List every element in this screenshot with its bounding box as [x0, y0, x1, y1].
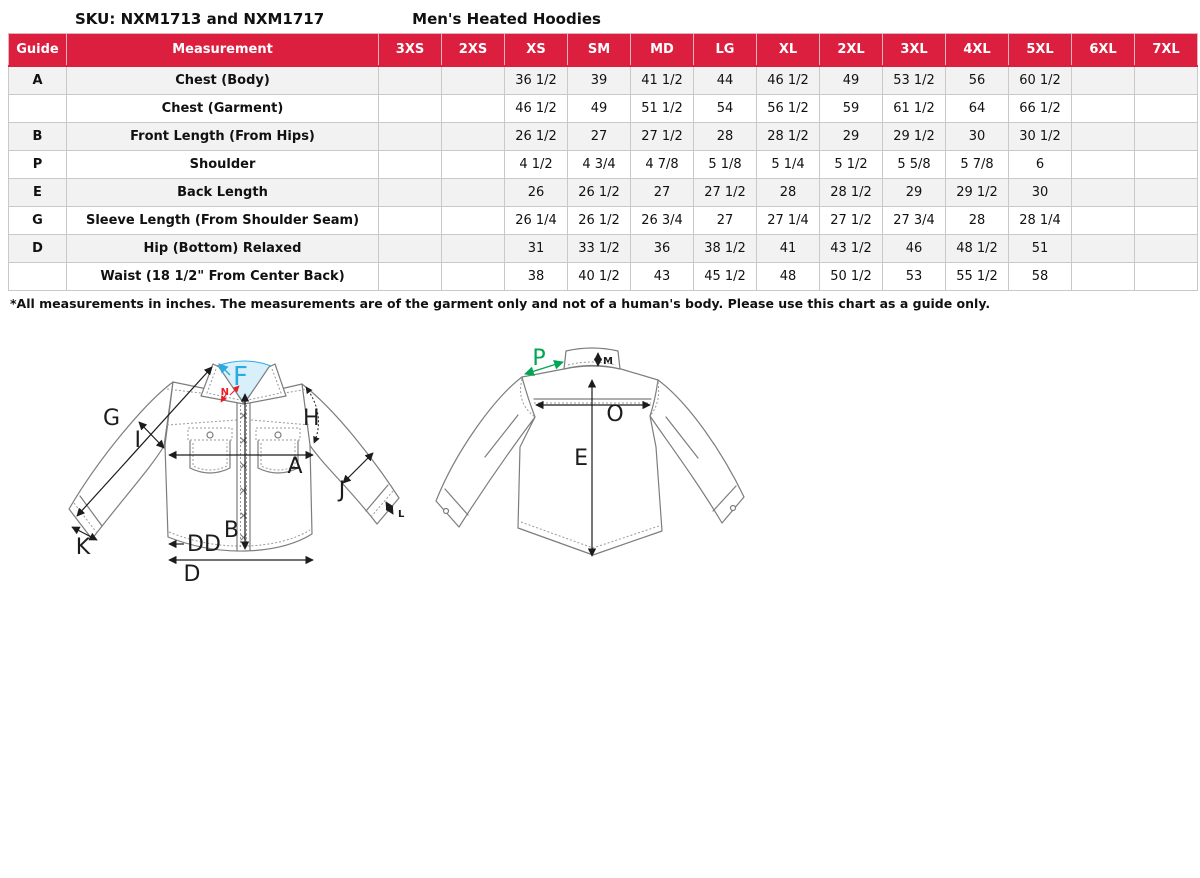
front-right-sleeve [302, 384, 399, 524]
size-value-cell: 40 1/2 [568, 263, 631, 291]
table-row [9, 66, 1198, 95]
guide-cell: B [9, 123, 67, 151]
size-value-cell [1135, 263, 1198, 291]
size-value-cell: 30 [946, 123, 1009, 151]
size-value-cell: 28 [946, 207, 1009, 235]
size-value-cell: 41 [757, 235, 820, 263]
guide-cell [9, 263, 67, 291]
size-value-cell: 60 1/2 [1009, 66, 1072, 95]
size-chart-table [8, 33, 1198, 291]
size-value-cell [1072, 95, 1135, 123]
size-value-cell: 29 [820, 123, 883, 151]
size-value-cell: 58 [1009, 263, 1072, 291]
guide-cell [9, 95, 67, 123]
size-value-cell [442, 179, 505, 207]
label-e: E [574, 446, 588, 471]
size-value-cell [442, 207, 505, 235]
size-value-cell [442, 263, 505, 291]
size-value-cell [379, 179, 442, 207]
size-value-cell: 27 3/4 [883, 207, 946, 235]
size-value-cell [1072, 66, 1135, 95]
measurement-cell: Shoulder [67, 151, 379, 179]
label-a: A [287, 454, 303, 479]
label-j: J [338, 478, 346, 503]
size-value-cell: 4 1/2 [505, 151, 568, 179]
column-header-xl: XL [757, 34, 820, 67]
table-row [9, 235, 1198, 263]
size-value-cell [1135, 66, 1198, 95]
back-view-shirt [436, 346, 744, 556]
table-row [9, 95, 1198, 123]
size-value-cell [379, 123, 442, 151]
size-value-cell: 66 1/2 [1009, 95, 1072, 123]
column-header-3xs: 3XS [379, 34, 442, 67]
size-value-cell: 5 1/2 [820, 151, 883, 179]
label-n: N [220, 387, 229, 398]
size-value-cell: 53 1/2 [883, 66, 946, 95]
size-value-cell: 26 1/2 [505, 123, 568, 151]
size-value-cell: 26 1/4 [505, 207, 568, 235]
column-header-lg: LG [694, 34, 757, 67]
label-h: H [303, 406, 320, 431]
column-header-guide: Guide [9, 34, 67, 67]
guide-cell: E [9, 179, 67, 207]
column-header-6xl: 6XL [1072, 34, 1135, 67]
size-value-cell [1072, 207, 1135, 235]
size-value-cell: 36 [631, 235, 694, 263]
size-value-cell: 30 [1009, 179, 1072, 207]
size-value-cell: 5 7/8 [946, 151, 1009, 179]
size-value-cell: 54 [694, 95, 757, 123]
measurement-cell: Chest (Body) [67, 66, 379, 95]
size-value-cell [379, 66, 442, 95]
table-row [9, 123, 1198, 151]
label-m: M [603, 356, 613, 367]
page-header [0, 0, 1200, 33]
size-value-cell: 46 1/2 [505, 95, 568, 123]
size-value-cell: 29 [883, 179, 946, 207]
size-value-cell: 59 [820, 95, 883, 123]
product-title: Men's Heated Hoodies [412, 10, 601, 28]
size-value-cell: 28 [694, 123, 757, 151]
measurement-cell: Front Length (From Hips) [67, 123, 379, 151]
size-value-cell [442, 123, 505, 151]
column-header-sm: SM [568, 34, 631, 67]
column-header-3xl: 3XL [883, 34, 946, 67]
size-value-cell: 27 1/2 [694, 179, 757, 207]
size-value-cell [1072, 263, 1135, 291]
size-value-cell [1072, 123, 1135, 151]
guide-cell: P [9, 151, 67, 179]
back-left-cuff-button [444, 509, 449, 514]
measurement-cell: Sleeve Length (From Shoulder Seam) [67, 207, 379, 235]
size-value-cell: 5 1/4 [757, 151, 820, 179]
column-header-4xl: 4XL [946, 34, 1009, 67]
size-value-cell: 53 [883, 263, 946, 291]
column-header-md: MD [631, 34, 694, 67]
table-body [9, 66, 1198, 291]
label-dd: DD [187, 532, 221, 557]
size-value-cell: 56 [946, 66, 1009, 95]
size-value-cell: 30 1/2 [1009, 123, 1072, 151]
right-pocket-button [275, 432, 281, 438]
sku-label: SKU: NXM1713 and NXM1717 [75, 10, 325, 28]
size-value-cell: 64 [946, 95, 1009, 123]
size-value-cell: 51 [1009, 235, 1072, 263]
table-row [9, 207, 1198, 235]
size-value-cell: 5 1/8 [694, 151, 757, 179]
label-i: I [134, 428, 141, 453]
label-b: B [223, 518, 239, 543]
size-value-cell: 41 1/2 [631, 66, 694, 95]
size-value-cell: 48 1/2 [946, 235, 1009, 263]
size-value-cell: 27 1/4 [757, 207, 820, 235]
footnote: *All measurements in inches. The measurements are of the garment only and not of a human's body. Please use this chart as a guide only. [10, 296, 991, 311]
guide-cell: D [9, 235, 67, 263]
size-value-cell: 27 [631, 179, 694, 207]
size-value-cell: 26 3/4 [631, 207, 694, 235]
size-value-cell: 27 1/2 [631, 123, 694, 151]
size-value-cell: 48 [757, 263, 820, 291]
label-o: O [606, 402, 624, 427]
measurement-cell: Chest (Garment) [67, 95, 379, 123]
size-value-cell: 27 [694, 207, 757, 235]
size-value-cell: 5 5/8 [883, 151, 946, 179]
size-value-cell [1135, 123, 1198, 151]
size-value-cell [442, 66, 505, 95]
size-value-cell: 44 [694, 66, 757, 95]
size-value-cell: 49 [820, 66, 883, 95]
size-value-cell: 6 [1009, 151, 1072, 179]
size-value-cell: 27 [568, 123, 631, 151]
size-value-cell: 27 1/2 [820, 207, 883, 235]
size-value-cell: 38 1/2 [694, 235, 757, 263]
size-value-cell: 4 7/8 [631, 151, 694, 179]
size-value-cell: 43 1/2 [820, 235, 883, 263]
back-right-sleeve [650, 380, 744, 523]
size-value-cell: 50 1/2 [820, 263, 883, 291]
back-torso [518, 366, 662, 555]
size-value-cell [379, 207, 442, 235]
size-value-cell [1135, 207, 1198, 235]
size-value-cell: 38 [505, 263, 568, 291]
size-value-cell: 46 1/2 [757, 66, 820, 95]
size-value-cell: 61 1/2 [883, 95, 946, 123]
size-value-cell: 55 1/2 [946, 263, 1009, 291]
size-value-cell [1072, 179, 1135, 207]
size-value-cell [379, 263, 442, 291]
size-value-cell [379, 235, 442, 263]
front-view-shirt [69, 361, 405, 587]
table-row [9, 179, 1198, 207]
table-row [9, 263, 1198, 291]
table-header-row [9, 34, 1198, 67]
size-value-cell [1135, 151, 1198, 179]
column-header-2xs: 2XS [442, 34, 505, 67]
column-header-5xl: 5XL [1009, 34, 1072, 67]
size-value-cell [1135, 235, 1198, 263]
measurement-cell: Back Length [67, 179, 379, 207]
size-value-cell: 4 3/4 [568, 151, 631, 179]
size-value-cell: 33 1/2 [568, 235, 631, 263]
size-value-cell [1072, 235, 1135, 263]
size-value-cell: 28 [757, 179, 820, 207]
size-value-cell [379, 151, 442, 179]
guide-cell: G [9, 207, 67, 235]
measurement-cell: Waist (18 1/2" From Center Back) [67, 263, 379, 291]
size-value-cell [442, 95, 505, 123]
size-value-cell [379, 95, 442, 123]
column-header-2xl: 2XL [820, 34, 883, 67]
label-k: K [75, 535, 91, 560]
guide-cell: A [9, 66, 67, 95]
size-value-cell [442, 151, 505, 179]
size-value-cell [1135, 179, 1198, 207]
left-pocket-button [207, 432, 213, 438]
size-value-cell: 36 1/2 [505, 66, 568, 95]
size-value-cell [1135, 95, 1198, 123]
size-value-cell: 28 1/2 [820, 179, 883, 207]
size-value-cell: 49 [568, 95, 631, 123]
table-row [9, 151, 1198, 179]
label-g: G [103, 406, 121, 431]
label-d: D [183, 562, 201, 587]
measurement-cell: Hip (Bottom) Relaxed [67, 235, 379, 263]
size-value-cell [1072, 151, 1135, 179]
size-value-cell: 26 1/2 [568, 207, 631, 235]
size-value-cell: 43 [631, 263, 694, 291]
size-value-cell: 26 1/2 [568, 179, 631, 207]
size-value-cell: 51 1/2 [631, 95, 694, 123]
label-l: L [398, 509, 405, 520]
size-value-cell: 28 1/2 [757, 123, 820, 151]
size-diagram-svg [55, 341, 775, 613]
back-right-cuff-button [731, 506, 736, 511]
size-value-cell: 56 1/2 [757, 95, 820, 123]
front-left-sleeve [69, 382, 173, 539]
size-value-cell: 46 [883, 235, 946, 263]
size-value-cell: 29 1/2 [883, 123, 946, 151]
size-value-cell: 28 1/4 [1009, 207, 1072, 235]
size-value-cell: 45 1/2 [694, 263, 757, 291]
measurement-diagram [55, 341, 1200, 617]
label-p: P [532, 346, 546, 371]
column-header-measurement: Measurement [67, 34, 379, 67]
size-value-cell: 39 [568, 66, 631, 95]
column-header-xs: XS [505, 34, 568, 67]
size-value-cell: 31 [505, 235, 568, 263]
column-header-7xl: 7XL [1135, 34, 1198, 67]
size-value-cell [442, 235, 505, 263]
size-value-cell: 29 1/2 [946, 179, 1009, 207]
label-f: F [233, 362, 248, 392]
size-value-cell: 26 [505, 179, 568, 207]
